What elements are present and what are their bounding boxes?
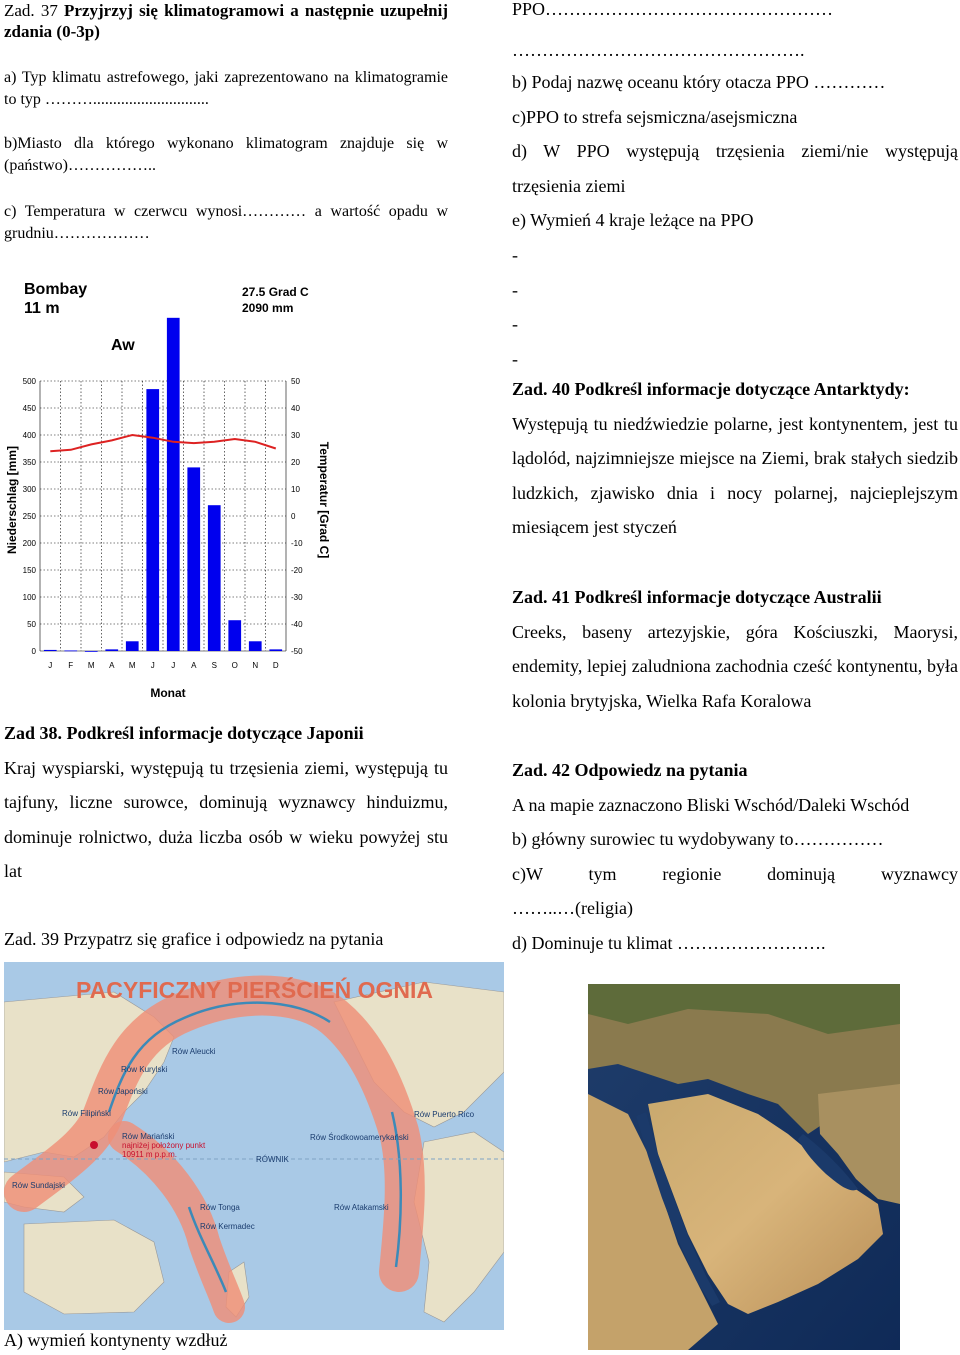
map-title: PACYFICZNY PIERŚCIEŃ OGNIA (76, 977, 433, 1003)
climatogram-left-tick-label: 450 (22, 404, 36, 413)
map-label-kermadec-trench: Rów Kermadec (200, 1222, 255, 1231)
task-39-continued (512, 0, 958, 376)
task-39-footer: A) wymień kontynenty wzdłuż (4, 1330, 228, 1350)
task-40-title: Zad. 40 Podkreśl informacje dotyczące Antarktydy: (512, 379, 910, 399)
climatogram-right-tick-label: -10 (291, 539, 303, 548)
middle-east-satellite-map (588, 984, 900, 1350)
task-39-question-d: d) W PPO występują trzęsienia ziemi/nie występują trzęsienia ziemi (512, 141, 958, 196)
task-37-question-a: a) Typ klimatu astrefowego, jaki zaprezentowano na klimatogramie to typ ………............................. (4, 69, 448, 108)
map-label-puerto-rico-trench: Rów Puerto Rico (414, 1110, 475, 1119)
map-deepest-point-marker (90, 1141, 98, 1149)
climatogram-precipitation-bar (167, 318, 180, 651)
map-label-aleutian-trench: Rów Aleucki (172, 1047, 216, 1056)
climatogram-month-label: S (211, 661, 217, 670)
task-37 (4, 0, 448, 242)
climatogram-grid (40, 381, 286, 651)
climatogram-right-tick-label: 50 (291, 377, 300, 386)
task-42-title: Zad. 42 Odpowiedz na pytania (512, 760, 748, 780)
map-label-philippine-trench: Rów Filipiński (62, 1109, 111, 1118)
climatogram-precipitation-bar (228, 620, 241, 651)
map-label-japan-trench: Rów Japoński (98, 1087, 148, 1096)
task-39-ppo-line-1: PPO………………………………………… (512, 0, 834, 19)
task-42-question-a: A na mapie zaznaczono Bliski Wschód/Daleki Wschód (512, 794, 910, 815)
map-label-mariana-trench: Rów Mariański (122, 1132, 175, 1141)
climatogram-precipitation-bar (269, 649, 282, 651)
climatogram-month-label: N (252, 661, 259, 670)
climatogram-month-label: F (68, 661, 74, 670)
map-label-kuril-trench: Rów Kurylski (121, 1065, 168, 1074)
task-37-heading: Przyjrzyj się klimatogramowi a następnie uzupełnij zdania (0-3p) (4, 1, 448, 41)
task-42 (512, 753, 958, 961)
task-38 (4, 716, 448, 889)
ring-of-fire-map (4, 962, 504, 1330)
climatogram-month-label: J (171, 661, 176, 670)
map-label-equator: RÓWNIK (256, 1155, 289, 1164)
climatogram-right-tick-label: -20 (291, 566, 303, 575)
climatogram-right-axis-label: Temperatur [Grad C] (317, 441, 331, 559)
task-42-question-b: b) główny surowiec tu wydobywany to…………… (512, 829, 884, 850)
map-label-middle-america-trench: Rów Środkowoamerykański (310, 1133, 409, 1142)
climatogram-annual-precipitation: 2090 mm (242, 301, 294, 315)
task-42-question-d: d) Dominuje tu klimat ……………………. (512, 932, 826, 953)
climatogram-right-tick-label: 10 (291, 485, 300, 494)
task-39-question-c: c)PPO to strefa sejsmiczna/asejsmiczna (512, 106, 798, 127)
climatogram-left-tick-label: 250 (22, 512, 36, 521)
map-label-tonga-trench: Rów Tonga (200, 1203, 240, 1212)
climatogram-precipitation-bar (64, 650, 77, 651)
climatogram-right-tick-label: 30 (291, 431, 300, 440)
answer-dash: - (512, 279, 518, 300)
climatogram-precipitation-bar (249, 641, 262, 651)
climatogram-month-label: M (128, 661, 136, 670)
climatogram-left-tick-label: 150 (22, 566, 36, 575)
climatogram-left-tick-label: 200 (22, 539, 36, 548)
climatogram-precipitation-bar (126, 641, 139, 651)
task-40 (512, 372, 958, 545)
task-39-question-e: e) Wymień 4 kraje leżące na PPO (512, 210, 754, 231)
task-37-number: Zad. 37 (4, 1, 65, 20)
climatogram-month-label: J (48, 661, 53, 670)
climatogram-right-tick-label: 40 (291, 404, 300, 413)
answer-dash: - (512, 348, 518, 369)
climatogram-right-tick-label: -40 (291, 620, 303, 629)
climatogram-precipitation-bar (146, 389, 159, 651)
map-label-deepest-point: najniżej położony punkt (122, 1141, 206, 1150)
climatogram-mean-temperature: 27.5 Grad C (242, 285, 309, 299)
task-37-question-b: b)Miasto dla którego wykonano klimatogram znajduje się w (państwo)…………….. (4, 135, 448, 174)
climatogram-month-label: J (150, 661, 155, 670)
climatogram-left-tick-label: 50 (27, 620, 36, 629)
climatogram-climate-code: Aw (111, 337, 135, 354)
task-41-title: Zad. 41 Podkreśl informacje dotyczące Australii (512, 587, 882, 607)
climatogram-chart (0, 270, 340, 702)
climatogram-month-label: A (191, 661, 197, 670)
task-39-question-b: b) Podaj nazwę oceanu który otacza PPO ………… (512, 72, 886, 92)
climatogram-left-tick-label: 350 (22, 458, 36, 467)
climatogram-right-tick-label: -30 (291, 593, 303, 602)
task-39-title: Zad. 39 Przypatrz się grafice i odpowiedz na pytania (4, 929, 384, 949)
climatogram-city: Bombay (24, 281, 88, 298)
map-label-deepest-depth: 10911 m p.p.m. (122, 1150, 177, 1159)
task-38-body: Kraj wyspiarski, występują tu trzęsienia ziemi, występują tu tajfuny, liczne surowce, dominują wyznawcy hinduizmu, dominuje rolnictwo, duża liczba osób w wieku powyżej stu lat (4, 757, 448, 882)
map-label-atacama-trench: Rów Atakamski (334, 1203, 389, 1212)
climatogram-precipitation-bar (105, 649, 118, 651)
climatogram-left-tick-label: 300 (22, 485, 36, 494)
climatogram-elevation: 11 m (24, 300, 60, 317)
climatogram-month-label: O (231, 661, 238, 670)
answer-dash: - (512, 244, 518, 265)
climatogram-left-axis-label: Niederschlag [mm] (5, 445, 19, 555)
task-39-ppo-line-2: …………………………………………. (512, 40, 805, 60)
task-37-title (4, 0, 448, 42)
climatogram-precipitation-bar (208, 505, 221, 651)
task-40-body: Występują tu niedźwiedzie polarne, jest kontynentem, jest tu lądolód, najzimniejsze miejsce na Ziemi, brak stałych siedzib ludzkich, zjawisko dnia i nocy polarnej, najcieplejszym miesiącem jest styczeń (512, 413, 958, 538)
task-42-question-c: c)W tym regionie dominują wyznawcy (512, 863, 958, 884)
map-label-sunda-trench: Rów Sundajski (12, 1181, 65, 1190)
climatogram-precipitation-bar (85, 651, 98, 652)
climatogram-right-tick-label: -50 (291, 647, 303, 656)
climatogram-right-tick-label: 20 (291, 458, 300, 467)
task-38-title: Zad 38. Podkreśl informacje dotyczące Japonii (4, 723, 364, 743)
task-41-body: Creeks, baseny artezyjskie, góra Kościuszki, Maorysi, endemity, lepiej zaludniona zachodnia cześć kontynentu, była kolonia brytyjska, Wielka Rafa Koralowa (512, 621, 958, 711)
task-37-question-c: c) Temperatura w czerwcu wynosi………… a wartość opadu w grudniu……………… (4, 203, 448, 242)
climatogram-left-tick-label: 400 (22, 431, 36, 440)
climatogram-month-label: D (272, 661, 279, 670)
climatogram-month-label: M (87, 661, 95, 670)
climatogram-month-label: A (109, 661, 115, 670)
climatogram-left-tick-label: 100 (22, 593, 36, 602)
task-42-question-c-religion: ……..…(religia) (512, 898, 633, 919)
climatogram-left-tick-label: 500 (22, 377, 36, 386)
answer-dash: - (512, 314, 518, 335)
climatogram-left-tick-label: 0 (31, 647, 36, 656)
climatogram-x-axis-label: Monat (150, 686, 186, 700)
climatogram-precipitation-bar (187, 467, 200, 651)
task-41 (512, 580, 958, 718)
climatogram-right-tick-label: 0 (291, 512, 296, 521)
climatogram-precipitation-bar (44, 650, 57, 651)
